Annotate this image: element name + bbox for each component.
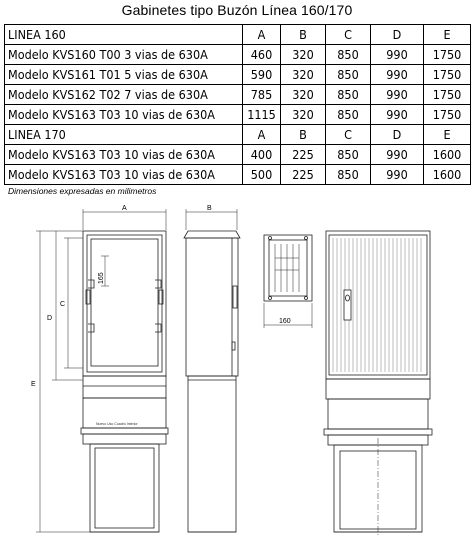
value-b: 225 (281, 145, 326, 165)
front-closed-view (324, 231, 432, 536)
col-header-a: A (243, 25, 281, 45)
col-header-a: A (243, 125, 281, 145)
value-e: 1750 (424, 45, 471, 65)
value-d: 990 (371, 45, 424, 65)
value-d: 990 (371, 105, 424, 125)
dim-label-b: B (207, 205, 212, 212)
dim-label-160: 160 (279, 318, 291, 325)
value-e: 1750 (424, 85, 471, 105)
value-b: 320 (281, 105, 326, 125)
table-row (5, 165, 471, 185)
value-d: 990 (371, 85, 424, 105)
model-cell: Modelo KVS162 T02 7 vias de 630A (5, 85, 243, 105)
value-c: 850 (326, 165, 371, 185)
model-cell: Modelo KVS161 T01 5 vias de 630A (5, 65, 243, 85)
value-c: 850 (326, 65, 371, 85)
page-title: Gabinetes tipo Buzón Línea 160/170 (121, 2, 353, 18)
table-row (5, 65, 471, 85)
units-note: Dimensiones expresadas en milimetros (8, 186, 157, 196)
col-header-c: C (326, 125, 371, 145)
table-row (5, 105, 471, 125)
col-header-d: D (371, 25, 424, 45)
table-row (5, 45, 471, 65)
model-cell: Modelo KVS163 T03 10 vias de 630A (5, 145, 243, 165)
value-a: 1115 (243, 105, 281, 125)
value-e: 1750 (424, 105, 471, 125)
value-b: 320 (281, 85, 326, 105)
value-a: 785 (243, 85, 281, 105)
col-header-d: D (371, 125, 424, 145)
value-b: 320 (281, 65, 326, 85)
spec-table (4, 24, 471, 185)
dim-label-e: E (31, 381, 36, 388)
technical-drawing (0, 198, 474, 539)
col-header-b: B (281, 125, 326, 145)
col-header-e: E (424, 25, 471, 45)
value-a: 500 (243, 165, 281, 185)
value-d: 990 (371, 165, 424, 185)
section-header-row (5, 125, 471, 145)
model-cell: Modelo KVS163 T03 10 vias de 630A (5, 165, 243, 185)
section-header-row (5, 25, 471, 45)
value-d: 990 (371, 145, 424, 165)
value-a: 400 (243, 145, 281, 165)
value-c: 850 (326, 105, 371, 125)
section-header: LINEA 160 (5, 25, 243, 45)
value-e: 1750 (424, 65, 471, 85)
col-header-c: C (326, 25, 371, 45)
value-d: 990 (371, 65, 424, 85)
value-c: 850 (326, 45, 371, 65)
side-view (184, 205, 240, 532)
value-b: 225 (281, 165, 326, 185)
model-cell: Modelo KVS163 T03 10 vias de 630A (5, 105, 243, 125)
dim-label-165: 165 (98, 272, 105, 284)
plate-text: Nuevo Uso Cuadro Interior (96, 422, 138, 426)
plate-detail (264, 235, 312, 328)
section-header: LINEA 170 (5, 125, 243, 145)
value-e: 1600 (424, 145, 471, 165)
value-e: 1600 (424, 165, 471, 185)
front-view (31, 205, 168, 532)
value-c: 850 (326, 85, 371, 105)
value-b: 320 (281, 45, 326, 65)
value-c: 850 (326, 145, 371, 165)
table-row (5, 145, 471, 165)
dim-label-a: A (122, 205, 127, 212)
model-cell: Modelo KVS160 T00 3 vias de 630A (5, 45, 243, 65)
dim-label-d: D (47, 315, 53, 322)
dim-label-c: C (60, 301, 66, 308)
value-a: 590 (243, 65, 281, 85)
col-header-b: B (281, 25, 326, 45)
value-a: 460 (243, 45, 281, 65)
col-header-e: E (424, 125, 471, 145)
table-row (5, 85, 471, 105)
